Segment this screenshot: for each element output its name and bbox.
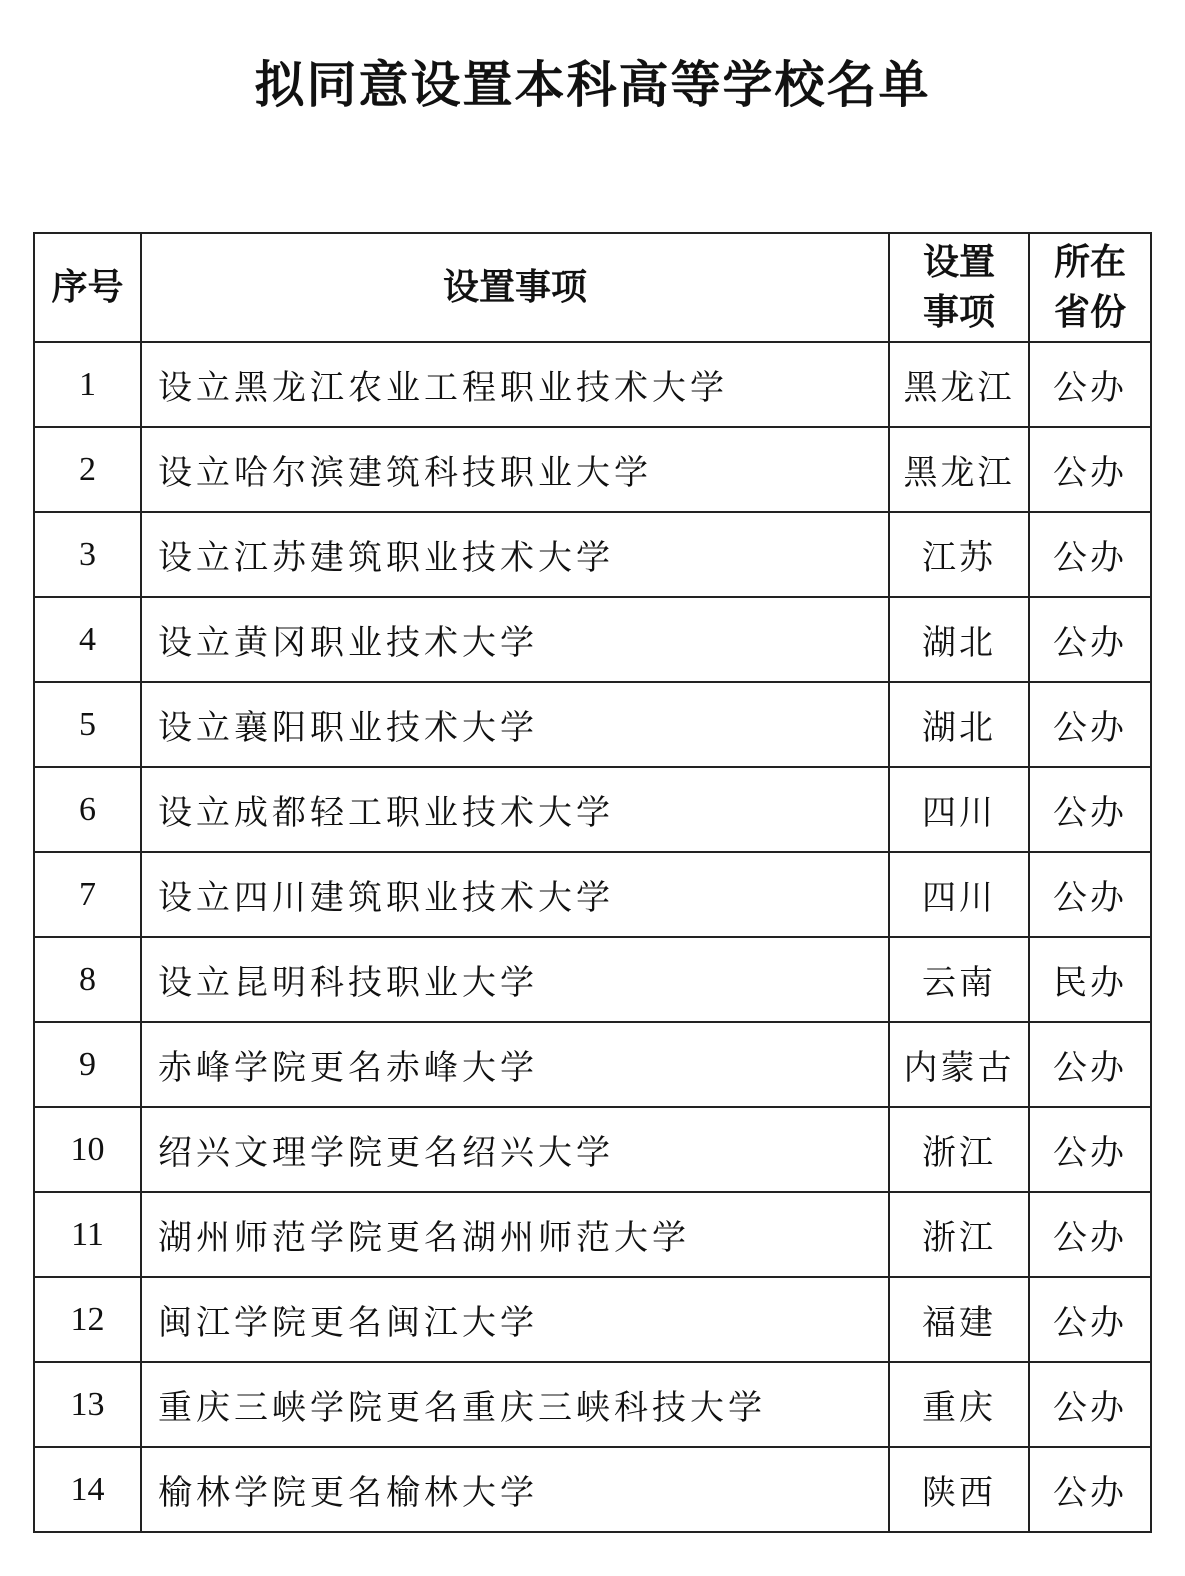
row-province: 陕西 — [889, 1447, 1029, 1532]
row-type: 民办 — [1029, 937, 1151, 1022]
table-row — [34, 427, 1151, 512]
row-item: 设立黄冈职业技术大学 — [141, 597, 889, 682]
row-type: 公办 — [1029, 342, 1151, 427]
header-index: 序号 — [34, 233, 141, 342]
row-item: 设立江苏建筑职业技术大学 — [141, 512, 889, 597]
row-province: 黑龙江 — [889, 427, 1029, 512]
header-item: 设置事项 — [141, 233, 889, 342]
table-row — [34, 342, 1151, 427]
row-index: 1 — [34, 342, 141, 427]
table-row — [34, 1447, 1151, 1532]
table-row — [34, 1022, 1151, 1107]
row-province: 重庆 — [889, 1362, 1029, 1447]
table-row — [34, 1277, 1151, 1362]
row-province: 四川 — [889, 767, 1029, 852]
row-index: 14 — [34, 1447, 141, 1532]
row-province: 福建 — [889, 1277, 1029, 1362]
row-index: 13 — [34, 1362, 141, 1447]
row-type: 公办 — [1029, 1192, 1151, 1277]
row-index: 2 — [34, 427, 141, 512]
row-index: 5 — [34, 682, 141, 767]
row-type: 公办 — [1029, 767, 1151, 852]
row-type: 公办 — [1029, 1277, 1151, 1362]
row-province: 湖北 — [889, 597, 1029, 682]
row-index: 6 — [34, 767, 141, 852]
row-index: 9 — [34, 1022, 141, 1107]
row-type: 公办 — [1029, 1107, 1151, 1192]
header-col3-line1: 设置 — [922, 241, 995, 283]
row-index: 8 — [34, 937, 141, 1022]
table-row — [34, 1107, 1151, 1192]
table-row — [34, 852, 1151, 937]
row-item: 设立昆明科技职业大学 — [141, 937, 889, 1022]
row-type: 公办 — [1029, 512, 1151, 597]
row-province: 江苏 — [889, 512, 1029, 597]
table-row — [34, 597, 1151, 682]
table-row — [34, 682, 1151, 767]
row-type: 公办 — [1029, 1022, 1151, 1107]
header-col3-line2: 事项 — [922, 291, 995, 333]
row-type: 公办 — [1029, 597, 1151, 682]
row-item: 赤峰学院更名赤峰大学 — [141, 1022, 889, 1107]
table-row — [34, 937, 1151, 1022]
row-item: 设立四川建筑职业技术大学 — [141, 852, 889, 937]
row-province: 四川 — [889, 852, 1029, 937]
row-item: 榆林学院更名榆林大学 — [141, 1447, 889, 1532]
page-title: 拟同意设置本科高等学校名单 — [254, 56, 931, 114]
row-province: 湖北 — [889, 682, 1029, 767]
header-row — [34, 233, 1151, 342]
row-item: 设立成都轻工职业技术大学 — [141, 767, 889, 852]
row-type: 公办 — [1029, 852, 1151, 937]
row-item: 设立黑龙江农业工程职业技术大学 — [141, 342, 889, 427]
row-index: 4 — [34, 597, 141, 682]
row-type: 公办 — [1029, 1362, 1151, 1447]
row-province: 浙江 — [889, 1107, 1029, 1192]
header-col4-line2: 省份 — [1053, 291, 1126, 333]
table-row — [34, 767, 1151, 852]
table-row — [34, 512, 1151, 597]
row-index: 10 — [34, 1107, 141, 1192]
row-item: 绍兴文理学院更名绍兴大学 — [141, 1107, 889, 1192]
row-province: 内蒙古 — [889, 1022, 1029, 1107]
schools-table — [33, 232, 1152, 1533]
row-index: 12 — [34, 1277, 141, 1362]
row-type: 公办 — [1029, 682, 1151, 767]
row-index: 11 — [34, 1192, 141, 1277]
row-province: 黑龙江 — [889, 342, 1029, 427]
row-type: 公办 — [1029, 1447, 1151, 1532]
row-item: 设立襄阳职业技术大学 — [141, 682, 889, 767]
row-province: 云南 — [889, 937, 1029, 1022]
table-row — [34, 1192, 1151, 1277]
row-item: 湖州师范学院更名湖州师范大学 — [141, 1192, 889, 1277]
row-item: 重庆三峡学院更名重庆三峡科技大学 — [141, 1362, 889, 1447]
header-col3 — [889, 233, 1029, 342]
table-row — [34, 1362, 1151, 1447]
row-province: 浙江 — [889, 1192, 1029, 1277]
row-type: 公办 — [1029, 427, 1151, 512]
row-item: 设立哈尔滨建筑科技职业大学 — [141, 427, 889, 512]
header-col4 — [1029, 233, 1151, 342]
header-col4-line1: 所在 — [1053, 241, 1126, 283]
row-index: 7 — [34, 852, 141, 937]
row-item: 闽江学院更名闽江大学 — [141, 1277, 889, 1362]
row-index: 3 — [34, 512, 141, 597]
